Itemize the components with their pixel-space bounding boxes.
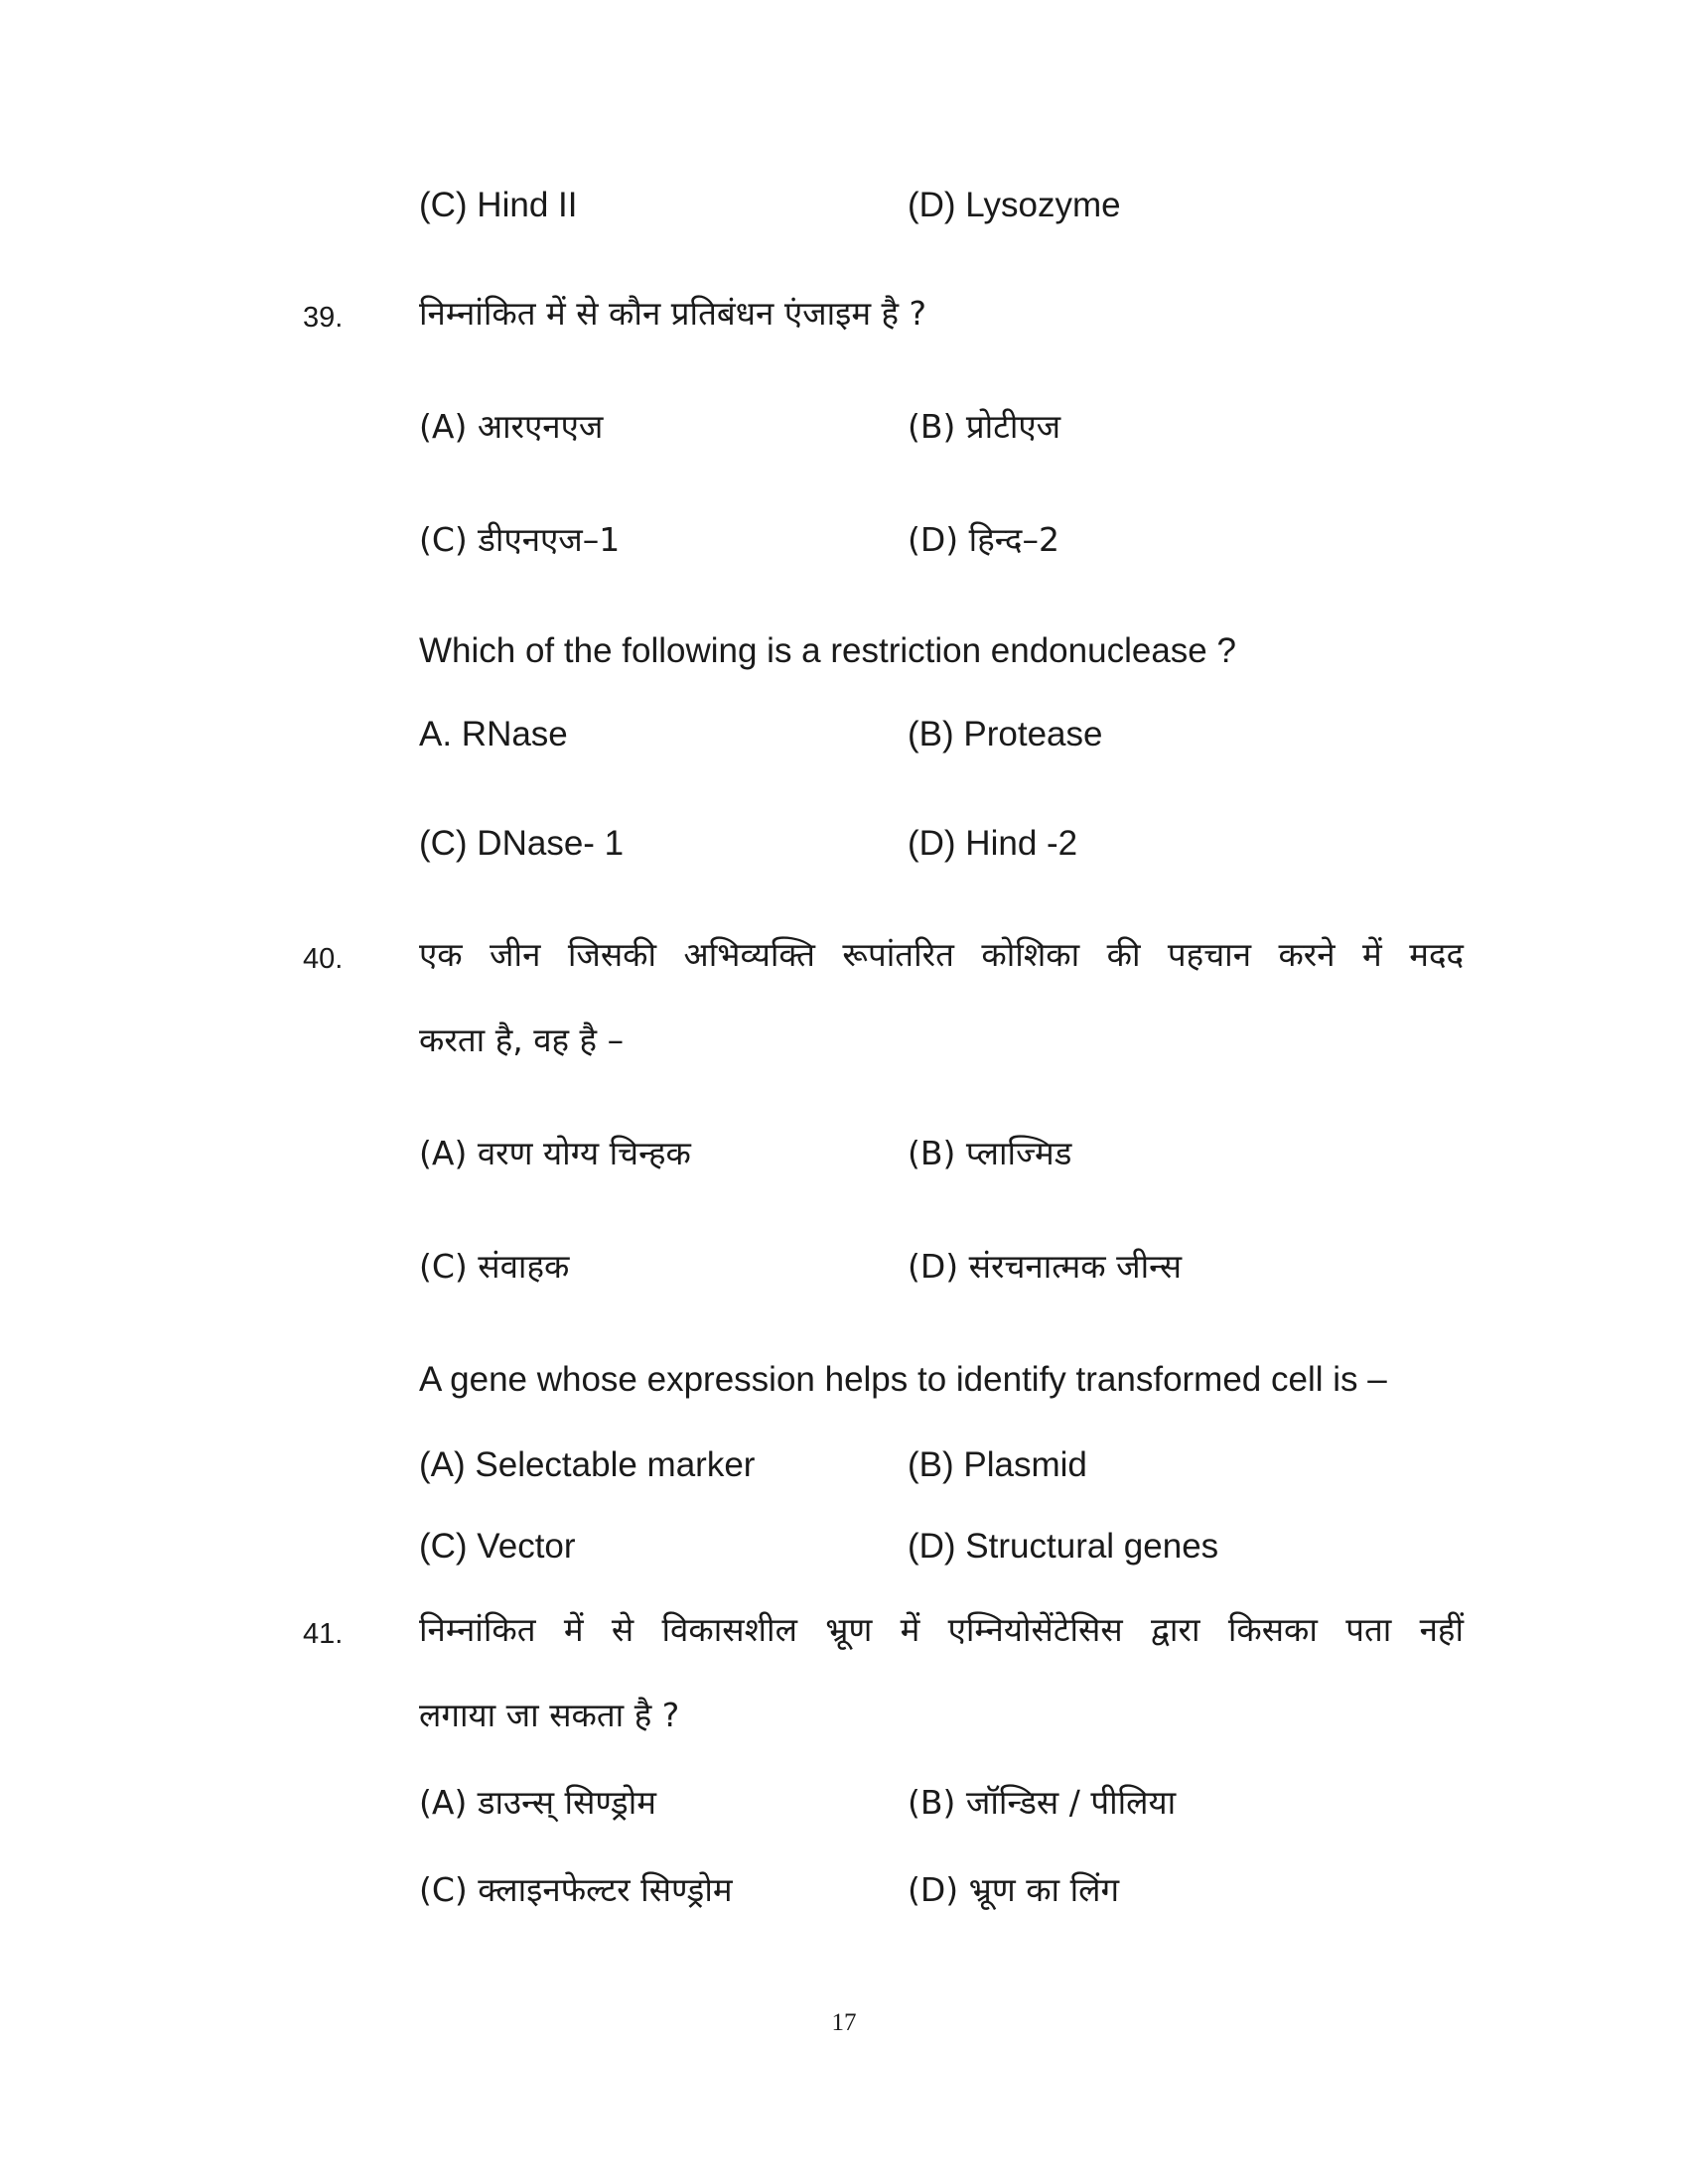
option-c-english: (C) Vector xyxy=(419,1527,576,1566)
question-stem-hindi-line-2: करता है, वह है – xyxy=(419,1021,625,1059)
question-stem-hindi: निम्नांकित में से कौन प्रतिबंधन एंजाइम है ? xyxy=(419,294,927,333)
question-stem-hindi-line-2: लगाया जा सकता है ? xyxy=(419,1696,680,1734)
question-stem-hindi-line-1: निम्नांकित में से विकासशील भ्रूण में एम्नियोसेंटेसिस द्वारा किसका पता नहीं xyxy=(419,1610,1464,1649)
option-d-hindi: (D) हिन्द–2 xyxy=(908,520,1059,559)
option-d-english: (D) Hind -2 xyxy=(908,824,1078,863)
option-d-english: (D) Structural genes xyxy=(908,1527,1219,1566)
option-c-hindi: (C) डीएनएज–1 xyxy=(419,520,621,559)
option-b-english: (B) Plasmid xyxy=(908,1445,1087,1484)
page-number: 17 xyxy=(831,2009,857,2036)
question-number: 39. xyxy=(303,302,344,334)
option-b-english: (B) Protease xyxy=(908,715,1103,753)
option-d-hindi: (D) भ्रूण का लिंग xyxy=(908,1870,1120,1909)
question-stem-english: Which of the following is a restriction endonuclease ? xyxy=(419,631,1236,670)
option-b-hindi: (B) प्रोटीएज xyxy=(908,407,1061,446)
option-b-hindi: (B) जॉन्डिस / पीलिया xyxy=(908,1783,1177,1822)
question-stem-english: A gene whose expression helps to identify transformed cell is – xyxy=(419,1360,1387,1399)
question-number: 41. xyxy=(303,1618,344,1650)
option-a-hindi: (A) वरण योग्य चिन्हक xyxy=(419,1134,691,1172)
option-c-hindi: (C) संवाहक xyxy=(419,1247,570,1286)
question-stem-hindi-line-1: एक जीन जिसकी अभिव्यक्ति रूपांतरित कोशिका की पहचान करने में मदद xyxy=(419,935,1464,974)
option-c: (C) Hind II xyxy=(419,186,578,224)
option-c-english: (C) DNase- 1 xyxy=(419,824,625,863)
option-a-english: A. RNase xyxy=(419,715,568,753)
option-a-hindi: (A) डाउन्स् सिण्ड्रोम xyxy=(419,1783,656,1822)
option-d-hindi: (D) संरचनात्मक जीन्स xyxy=(908,1247,1183,1286)
option-b-hindi: (B) प्लाज्मिड xyxy=(908,1134,1072,1172)
question-number: 40. xyxy=(303,943,344,975)
option-a-english: (A) Selectable marker xyxy=(419,1445,756,1484)
option-d: (D) Lysozyme xyxy=(908,186,1121,224)
option-c-hindi: (C) क्लाइनफेल्टर सिण्ड्रोम xyxy=(419,1870,733,1909)
option-a-hindi: (A) आरएनएज xyxy=(419,407,604,446)
